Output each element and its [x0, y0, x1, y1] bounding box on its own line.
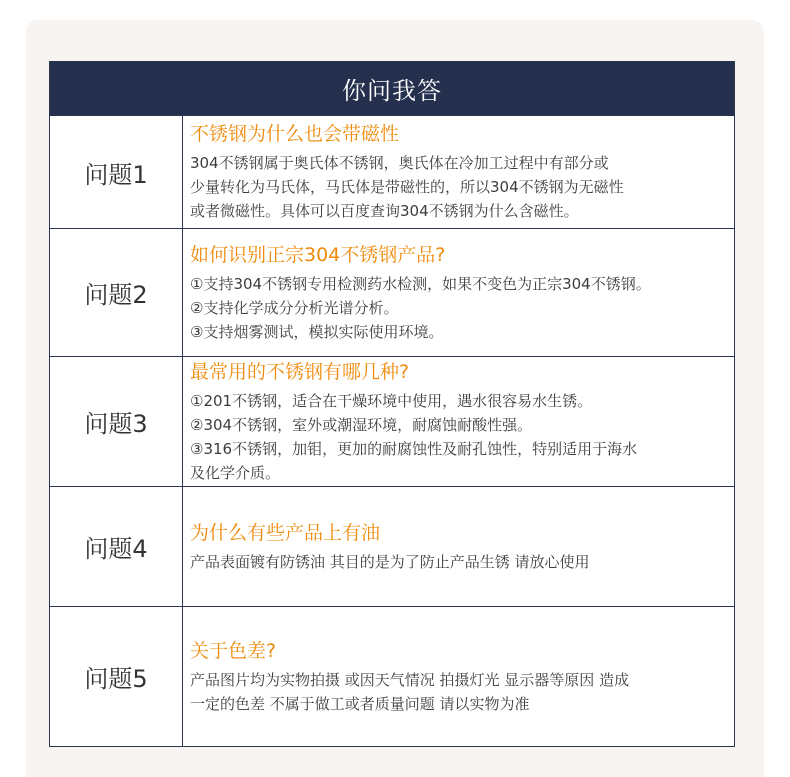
- question-label: 问题1: [50, 116, 183, 228]
- question-title: 关于色差?: [190, 639, 277, 662]
- answer-line: 或者微磁性。具体可以百度查询304不锈钢为什么含磁性。: [190, 202, 579, 220]
- answer-line: ③支持烟雾测试，模拟实际使用环境。: [190, 322, 444, 341]
- answer-line: 一定的色差 不属于做工或者质量问题 请以实物为准: [190, 694, 530, 713]
- answer-line: ③316不锈钢，加钼，更加的耐腐蚀性及耐孔蚀性，特别适用于海水: [190, 439, 638, 458]
- faq-header: [50, 62, 734, 115]
- answer-line: ②304不锈钢，室外或潮湿环境，耐腐蚀耐酸性强。: [190, 415, 533, 434]
- question-title: 最常用的不锈钢有哪几种?: [190, 360, 410, 383]
- answer-cell: [183, 607, 734, 746]
- faq-header-title: 你问我答: [342, 77, 442, 105]
- answer-line: 304不锈钢属于奥氏体不锈钢，奥氏体在冷加工过程中有部分或: [190, 154, 609, 172]
- faq-row-2: [50, 228, 734, 356]
- question-label: 问题2: [50, 229, 183, 356]
- answer-line: 及化学介质。: [190, 463, 281, 482]
- answer-line: 产品图片均为实物拍摄 或因天气情况 拍摄灯光 显示器等原因 造成: [190, 670, 630, 689]
- question-label: 问题4: [50, 487, 183, 606]
- question-label: 问题3: [50, 357, 183, 486]
- faq-table: [49, 61, 735, 747]
- answer-line: ②支持化学成分分析光谱分析。: [190, 298, 399, 317]
- question-title: 为什么有些产品上有油: [190, 521, 381, 544]
- answer-line: ①201不锈钢，适合在干燥环境中使用，遇水很容易水生锈。: [190, 391, 593, 410]
- answer-cell: [183, 357, 734, 486]
- question-label: 问题5: [50, 607, 183, 746]
- question-title: 不锈钢为什么也会带磁性: [190, 123, 400, 145]
- faq-row-4: [50, 486, 734, 606]
- answer-cell: [183, 487, 734, 606]
- answer-line: ①支持304不锈钢专用检测药水检测，如果不变色为正宗304不锈钢。: [190, 274, 651, 293]
- faq-row-5: [50, 606, 734, 746]
- answer-line: 产品表面镀有防锈油 其目的是为了防止产品生锈 请放心使用: [190, 552, 590, 571]
- question-title: 如何识别正宗304不锈钢产品?: [190, 243, 446, 266]
- answer-cell: [183, 116, 734, 228]
- answer-cell: [183, 229, 734, 356]
- faq-row-1: [50, 115, 734, 228]
- faq-row-3: [50, 356, 734, 486]
- answer-line: 少量转化为马氏体，马氏体是带磁性的，所以304不锈钢为无磁性: [190, 178, 624, 196]
